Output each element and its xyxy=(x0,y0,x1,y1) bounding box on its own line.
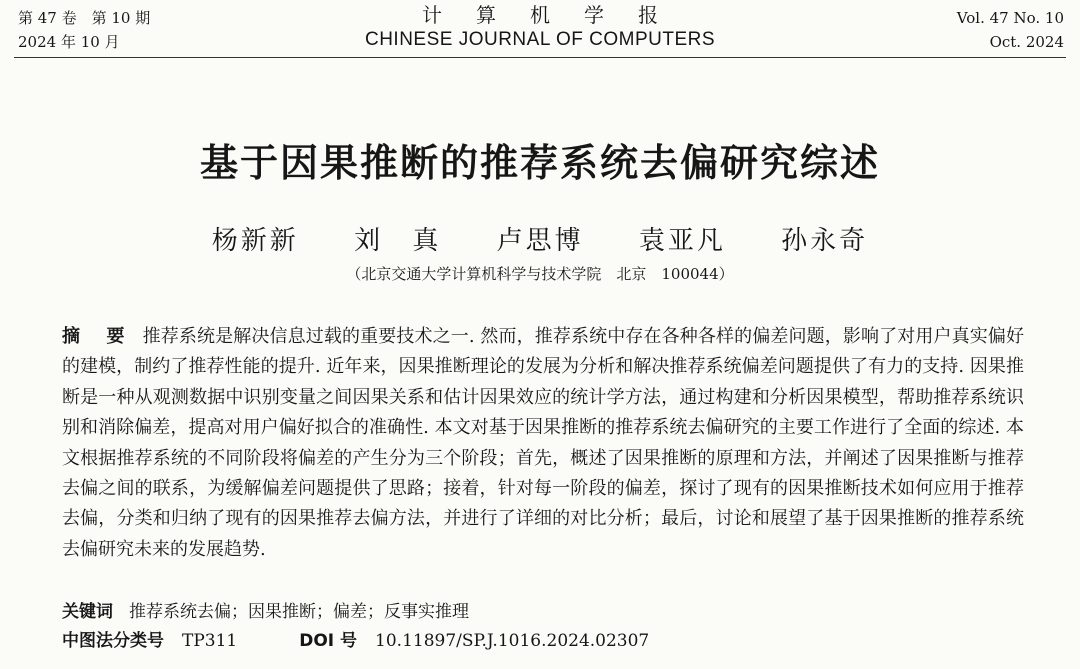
author: 卢思博 xyxy=(496,226,584,256)
abstract-text: 推荐系统是解决信息过载的重要技术之一. 然而，推荐系统中存在各种各样的偏差问题，影响了对用户真实偏好的建模，制约了推荐性能的提升. 近年来，因果推断理论的发展为分析和解决推荐系统偏差问题提供了有力的支持. 因果推断是一种从观测数据中识别变量之间因果关系和估计因果效应的统计学方法，通过构建和分析因果模型，帮助推荐系统识别和消除偏差，提高对用户偏好拟合的准确性. 本文对基于因果推断的推荐系统去偏研究的主要工作进行了全面的综述. 本文根据推荐系统的不同阶段将偏差的产生分为三个阶段；首先，概述了因果推断的原理和方法，并阐述了因果推断与推荐去偏之间的联系，为缓解偏差问题提供了思路；接着，针对每一阶段的偏差，探讨了现有的因果推断技术如何应用于推荐去偏，分类和归纳了现有的因果推荐去偏方法，并进行了详细的对比分析；最后，讨论和展望了基于因果推断的推荐系统去偏研究未来的发展趋势. xyxy=(62,326,1024,560)
date-cn: 2024 年 10 月 xyxy=(18,33,120,51)
author: 刘 真 xyxy=(354,226,442,256)
paper-title: 基于因果推断的推荐系统去偏研究综述 xyxy=(199,141,880,185)
author: 袁亚凡 xyxy=(638,226,726,256)
clc-value: TP311 xyxy=(182,631,238,651)
clc-label: 中图法分类号 xyxy=(62,631,164,651)
author: 孙永奇 xyxy=(781,226,869,256)
classification-line xyxy=(62,626,649,651)
date-en: Oct. 2024 xyxy=(989,33,1064,51)
header-center xyxy=(0,2,1080,52)
keywords-text: 推荐系统去偏；因果推断；偏差；反事实推理 xyxy=(129,602,469,622)
abstract xyxy=(62,322,1024,565)
affiliation: （北京交通大学计算机科学与技术学院 北京 100044） xyxy=(346,265,734,283)
header-right xyxy=(957,6,1064,54)
keywords-label: 关键词 xyxy=(62,602,113,622)
doi-label: DOI 号 xyxy=(299,631,358,651)
journal-title-en: CHINESE JOURNAL OF COMPUTERS xyxy=(364,29,716,50)
journal-title-cn: 计算机学报 xyxy=(422,3,692,27)
abstract-label: 摘 要 xyxy=(62,326,135,347)
volume-issue-cn: 第 47 卷 第 10 期 xyxy=(18,9,151,27)
doi-value: 10.11897/SP.J.1016.2024.02307 xyxy=(375,631,650,651)
author-list xyxy=(0,220,1080,257)
volume-issue-en: Vol. 47 No. 10 xyxy=(956,9,1064,27)
keywords-line xyxy=(62,597,469,622)
author: 杨新新 xyxy=(211,226,299,256)
header-rule xyxy=(14,57,1066,58)
